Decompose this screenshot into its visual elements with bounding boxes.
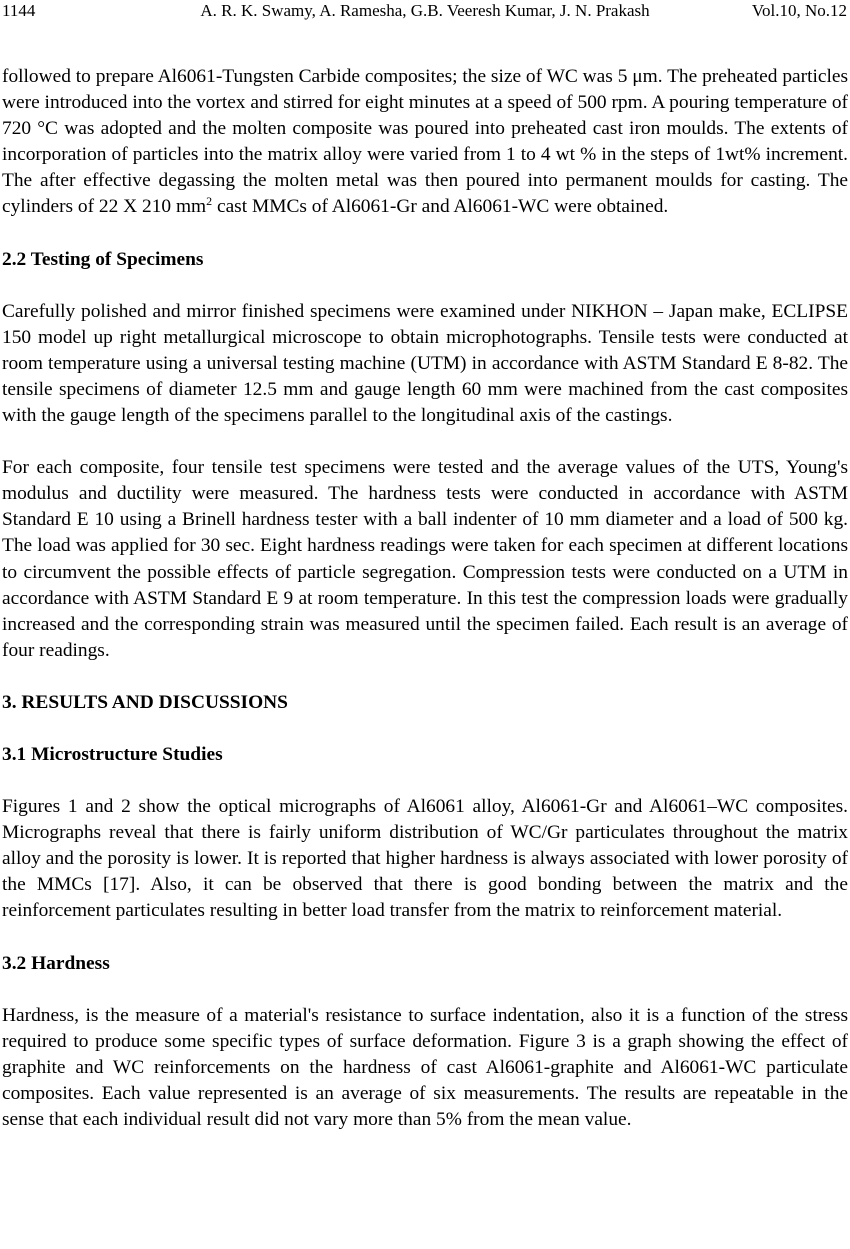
heading-microstructure-studies: 3.1 Microstructure Studies [2,743,223,765]
superscript-2: 2 [206,194,213,209]
paragraph-composite-preparation-text: followed to prepare Al6061-Tungsten Carbide composites; the size of WC was 5 μm. The preheated particles were introduced into the vortex and stirred for eight minutes at a speed of 500 rpm. A pouring temperature of 720 °C was adopted and the molten composite was poured into preheated cast iron moulds. The extents of incorporation of particles into the matrix alloy were varied from 1 to 4 wt % in the steps of 1wt% increment. The after effective degassing the molten metal was then poured into permanent moulds for casting. The cylinders of 22 X 210 mm [2,66,848,218]
header-volume: Vol.10, No.12 [751,1,847,20]
paragraph-hardness-definition: Hardness, is the measure of a material's resistance to surface indentation, also it is a function of the stress required to produce some specific types of surface deformation. Figure 3 is a graph showing the effect of graphite and WC reinforcements on the hardness of cast Al6061-graphite and Al6061-WC particulate composites. Each value represented is an average of six measurements. The results are repeatable in the sense that each individual result did not vary more than 5% from the mean value. [2,1004,848,1130]
paragraph-composite-preparation [2,64,848,221]
paragraph-composite-preparation-tail: cast MMCs of Al6061-Gr and Al6061-WC were obtained. [212,196,669,218]
running-header [0,0,850,24]
heading-results-and-discussions: 3. RESULTS AND DISCUSSIONS [2,691,288,713]
body-text [2,64,848,1133]
heading-testing-of-specimens: 2.2 Testing of Specimens [2,248,204,270]
paragraph-microscopy-tensile: Carefully polished and mirror finished specimens were examined under NIKHON – Japan make, ECLIPSE 150 model up right metallurgical microscope to obtain microphotographs. Tensile tests were conducted at room temperature using a universal testing machine (UTM) in accordance with ASTM Standard E 8-82. The tensile specimens of diameter 12.5 mm and gauge length 60 mm were machined from the cast composites with the gauge length of the specimens parallel to the longitudinal axis of the castings. [2,300,848,427]
paragraph-micrographs: Figures 1 and 2 show the optical micrographs of Al6061 alloy, Al6061-Gr and Al6061–WC composites. Micrographs reveal that there is fairly uniform distribution of WC/Gr particulates throughout the matrix alloy and the porosity is lower. It is reported that higher hardness is always associated with lower porosity of the MMCs [17]. Also, it can be observed that there is good bonding between the matrix and the reinforcement particulates resulting in better load transfer from the matrix to reinforcement material. [2,796,848,922]
heading-hardness: 3.2 Hardness [2,952,110,974]
page-number: 1144 [2,1,36,20]
paragraph-hardness-compression-tests: For each composite, four tensile test specimens were tested and the average values of the UTS, Young's modulus and ductility were measured. The hardness tests were conducted in accordance with ASTM Standard E 10 using a Brinell hardness tester with a ball indenter of 10 mm diameter and a load of 500 kg. The load was applied for 30 sec. Eight hardness readings were taken for each specimen at different locations to circumvent the possible effects of particle segregation. Compression tests were conducted on a UTM in accordance with ASTM Standard E 9 at room temperature. In this test the compression loads were gradually increased and the corresponding strain was measured until the specimen failed. Each result is an average of four readings. [2,457,848,661]
header-authors: A. R. K. Swamy, A. Ramesha, G.B. Veeresh Kumar, J. N. Prakash [200,1,650,20]
